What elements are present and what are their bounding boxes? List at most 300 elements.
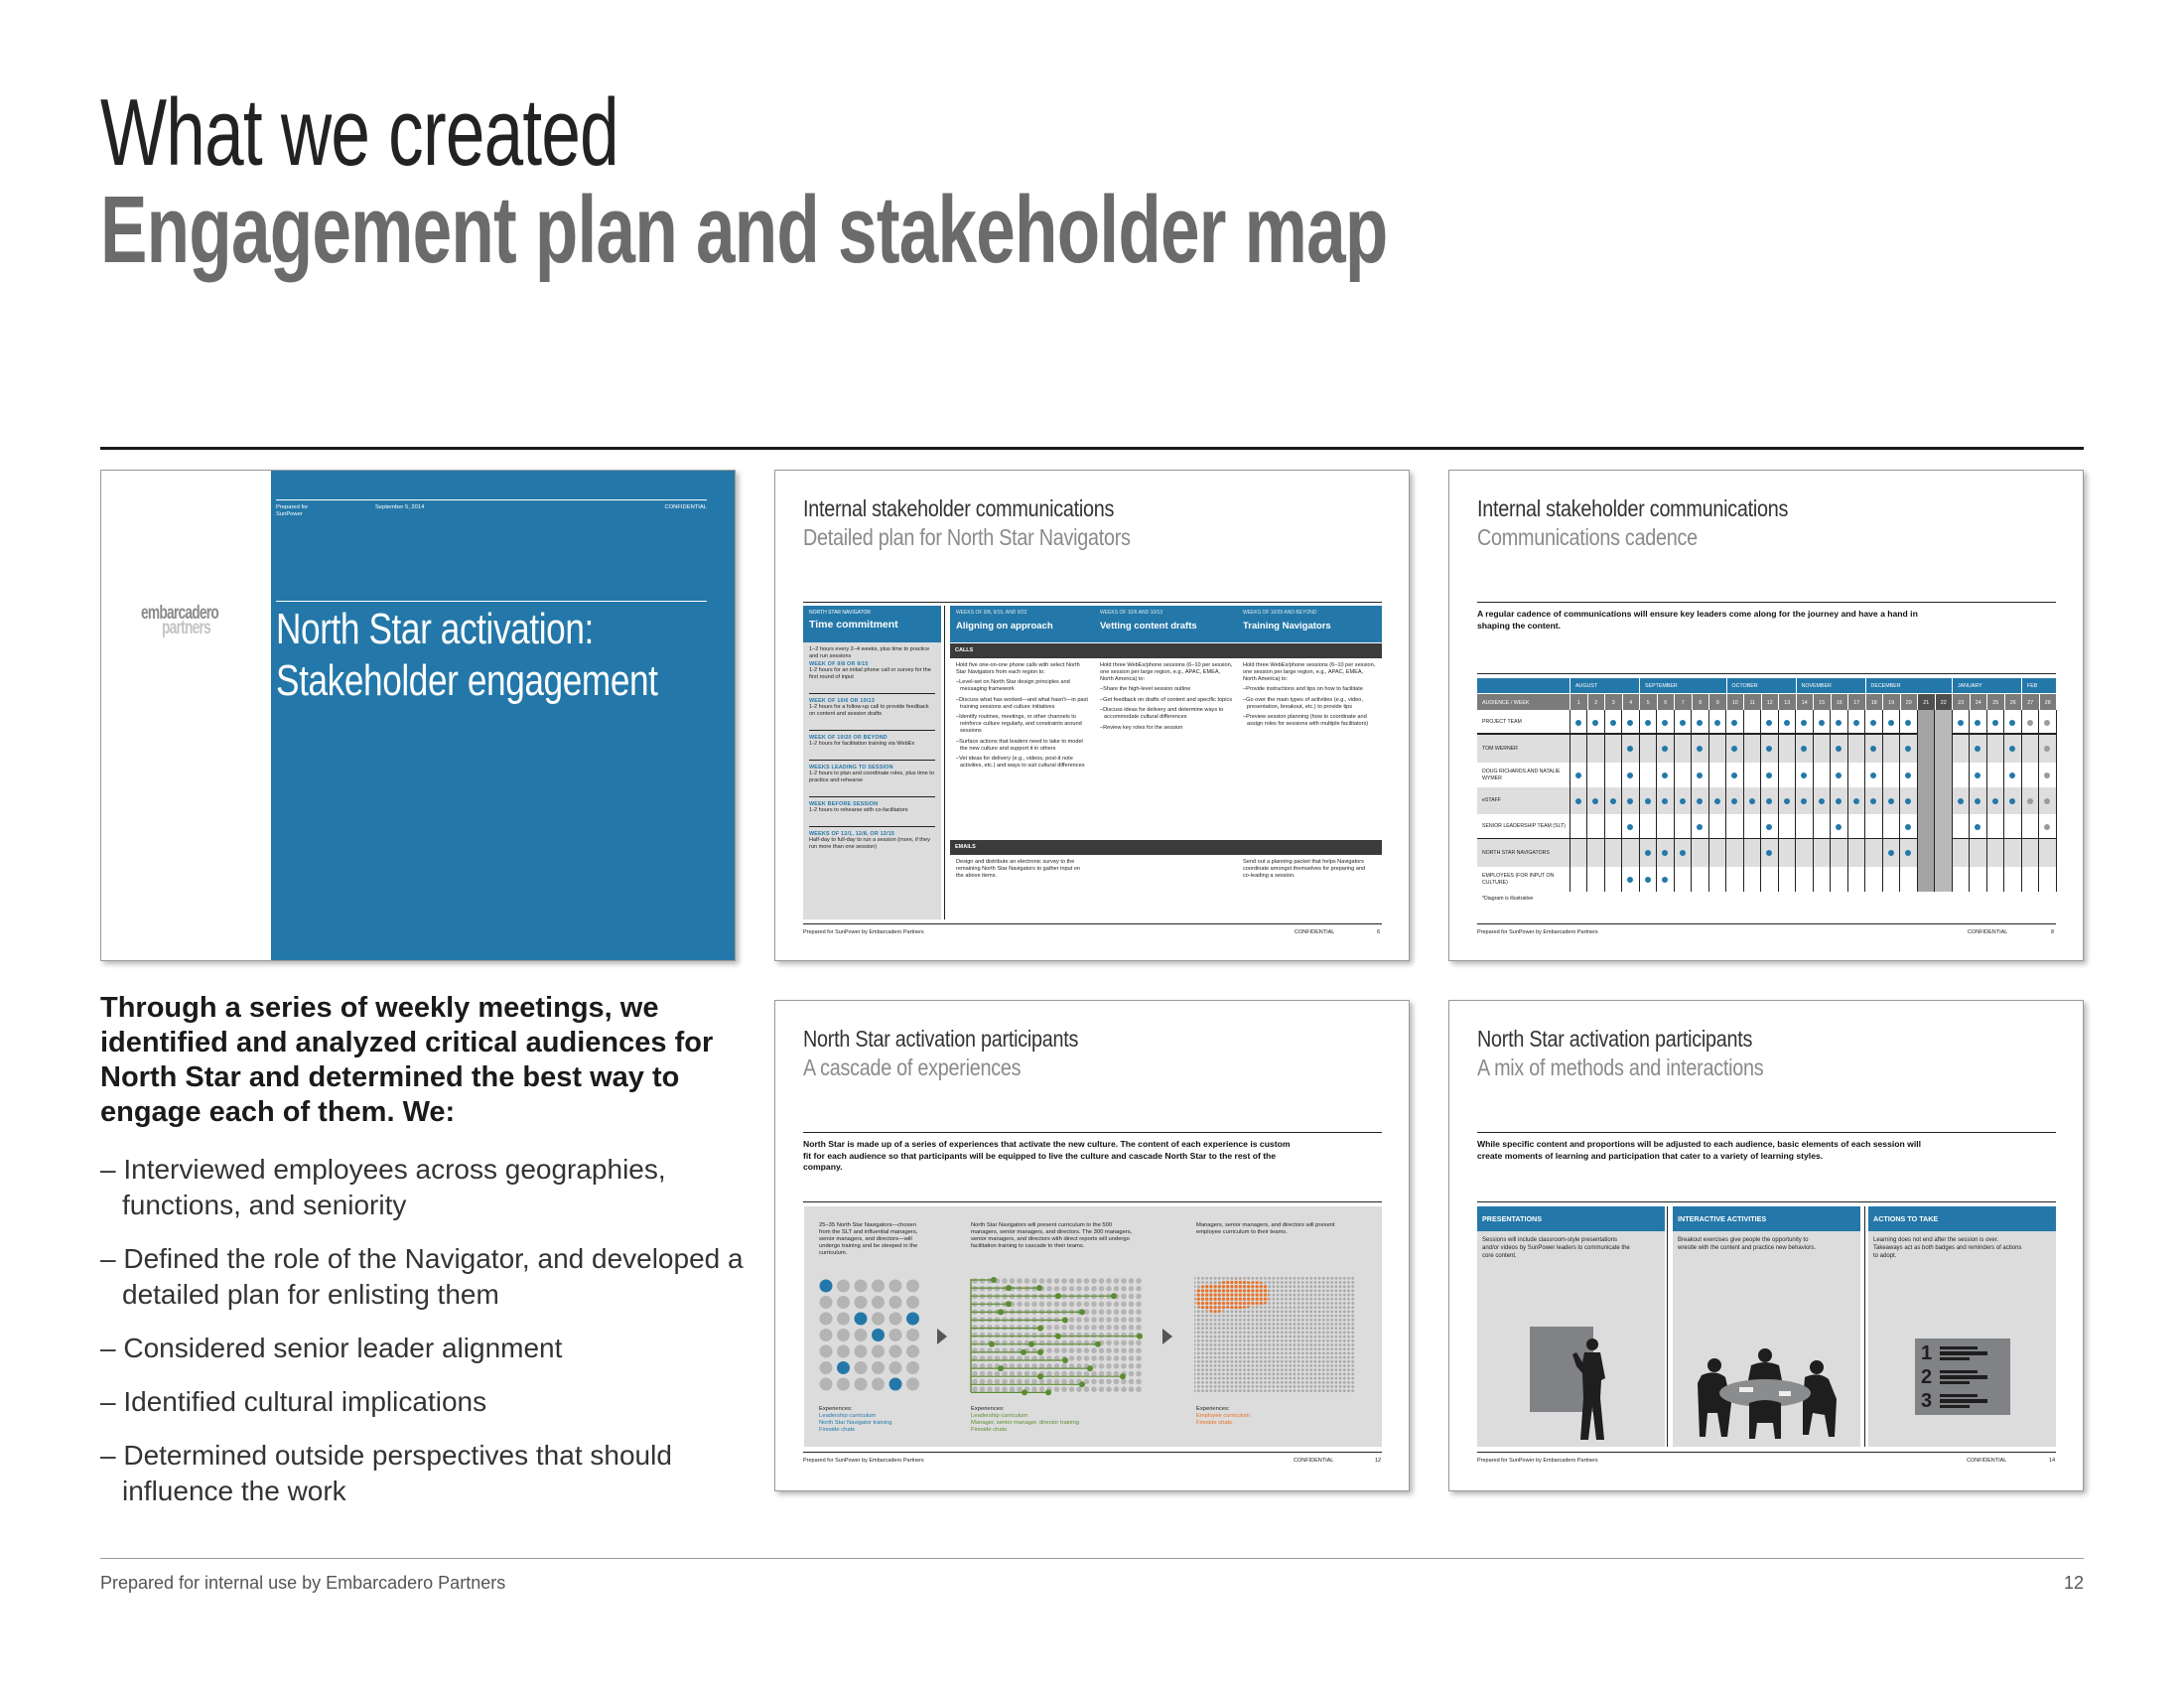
week-gridline [1795,710,1796,892]
thumb-title: North Star activation participants [803,1026,1079,1052]
audience-label: TOM WERNER [1482,745,1518,752]
manager-dot [1114,1355,1120,1361]
manager-dot [1046,1286,1052,1292]
audience-dot [889,1329,902,1341]
communication-dot [1975,720,1980,726]
thumbnail-cascade-of-experiences [774,1000,1410,1491]
manager-dot [1091,1371,1097,1377]
manager-dot [972,1386,978,1392]
manager-dot [1091,1286,1097,1292]
manager-dot [1024,1333,1030,1338]
manager-dot [1084,1386,1090,1392]
page-title-text: What we created [100,79,618,186]
week-gridline [1725,710,1726,892]
manager-dot [1121,1379,1127,1385]
manager-dot [1017,1325,1023,1331]
audience-week-header: AUDIENCE / WEEK [1477,693,1570,710]
manager-dot [1114,1333,1120,1338]
experience-item: Employee curriculum [1196,1413,1251,1419]
manager-dot [1099,1325,1105,1331]
communication-dot [1575,773,1581,778]
calls-intro: Hold three WebEx/phone sessions (6–10 per session, one session per large region, e.g., APAC, EMEA, North America) to: [1243,662,1376,682]
manager-dot [995,1333,1001,1338]
manager-dot [1031,1325,1037,1331]
logo-bottom: partners [162,618,210,638]
cascade-node [1079,1309,1085,1315]
phase-kicker: WEEKS OF 9/8, 9/15, AND 9/22 [956,610,1027,616]
cascade-node [1111,1293,1117,1299]
communication-dot [1905,773,1911,778]
cascade-lead-text: North Star is made up of a series of experiences that activate the new culture. The content of each experience is custom fit for each audience so that participants will be equipped to live the culture and cascade North Star to the rest of the company. [803,1139,1291,1172]
time-block-label: WEEK OF 9/8 OR 9/15 [809,661,869,667]
cascade-node [1062,1357,1068,1363]
cover-title-line1: North Star activation: [276,605,594,653]
manager-dot [1031,1386,1037,1392]
communication-dot [1958,798,1964,804]
manager-dot [1076,1286,1082,1292]
communication-dot [1888,850,1894,856]
communication-dot [1870,798,1876,804]
manager-dot [1106,1371,1112,1377]
manager-dot [1136,1278,1142,1284]
manager-dot [1114,1278,1120,1284]
manager-dot [1031,1333,1037,1338]
cascade-node [1021,1349,1026,1355]
time-block-label: WEEK OF 10/20 OR BEYOND [809,735,887,741]
manager-dot [1121,1317,1127,1323]
week-gridline [1639,710,1640,892]
manager-dot [1091,1379,1097,1385]
manager-dot [1039,1302,1045,1308]
cascade-node [1062,1318,1068,1324]
manager-dot [972,1379,978,1385]
calls-bullet: –Share the high-level session outline [1100,686,1191,692]
list-line [1940,1375,1987,1379]
manager-dot [1099,1302,1105,1308]
communication-dot [1610,720,1616,726]
manager-dot [1076,1325,1082,1331]
thumb-subtitle: Detailed plan for North Star Navigators [803,524,1131,550]
week-gridline [1952,710,1953,892]
month-header: FEB [2021,678,2056,693]
manager-dot [1121,1386,1127,1392]
manager-dot [1010,1325,1016,1331]
communication-dot [1731,773,1737,778]
manager-dot [1039,1333,1045,1338]
communication-dot [1697,824,1703,830]
manager-dot [1061,1347,1067,1353]
time-commitment-kicker: NORTH STAR NAVIGATOR [809,610,872,616]
manager-dot [1002,1386,1008,1392]
month-header-corner [1477,678,1570,693]
list-lines-icon [1940,1370,1987,1385]
communication-dot [1853,798,1859,804]
manager-dot [1114,1363,1120,1369]
manager-dot [1069,1302,1075,1308]
manager-dot [1106,1278,1112,1284]
holiday-column [1935,710,1953,892]
audience-dot [837,1296,850,1309]
list-line [1940,1370,1978,1374]
manager-dot [1069,1325,1075,1331]
week-header: 7 [1674,693,1692,710]
calls-bullet: –Get feedback on drafts of content and specific topics [1100,696,1233,703]
cadence-table [1449,471,2084,961]
week-header: 9 [1708,693,1726,710]
communication-dot [1958,720,1964,726]
audience-dot [889,1313,902,1326]
manager-dot [1069,1347,1075,1353]
calls-bullet: –Preview session planning (how to coordinate and assign roles for sessions with multiple facilitators) [1243,714,1369,727]
arrow-right-icon [1162,1329,1172,1344]
manager-dot [1136,1340,1142,1346]
week-header: 23 [1952,693,1970,710]
method-heading: INTERACTIVE ACTIVITIES [1673,1206,1860,1231]
methods-lead-text: While specific content and proportions will be adjusted to each audience, basic elements of each session will create moments of learning and participation that cater to a variety of learning styles. [1477,1139,1921,1161]
phase-heading: Aligning on approach [956,621,1053,632]
manager-dot [995,1325,1001,1331]
manager-dot [1129,1333,1135,1338]
footer-divider [100,1558,2084,1559]
audience-dot [872,1313,885,1326]
manager-dot [1099,1379,1105,1385]
phase-heading: Vetting content drafts [1100,621,1197,632]
phase-calls [1100,662,1233,735]
manager-dot [1010,1333,1016,1338]
manager-dot [1114,1309,1120,1315]
experience-item: Fireside chats [971,1427,1008,1433]
manager-dot [1024,1379,1030,1385]
numbered-list-row [1921,1342,1987,1364]
audience-dot [889,1361,902,1374]
thumb-rule [1477,1132,2056,1133]
cascade-node [1028,1341,1034,1347]
communication-dot [1749,798,1755,804]
audience-dot [872,1345,885,1358]
phase-kicker: WEEKS OF 10/20 AND BEYOND [1243,610,1317,616]
week-header: 22 [1935,693,1953,710]
manager-dot [972,1278,978,1284]
audience-label: SENIOR LEADERSHIP TEAM (SLT) [1482,823,1566,830]
week-header: 13 [1778,693,1796,710]
list-item: – Defined the role of the Navigator, and developed a detailed plan for enlisting them [100,1243,744,1310]
manager-dot [1136,1355,1142,1361]
communication-dot [1992,798,1998,804]
phase-email: Design and distribute an electronic survey to the remaining North Star Navigators to gather input on the above items. [956,859,1080,879]
manager-dot [1136,1302,1142,1308]
week-gridline [2021,710,2022,892]
column-divider [944,606,945,919]
manager-dot [1084,1347,1090,1353]
audience-dot [820,1345,833,1358]
thumbnail-communications-cadence [1448,470,2084,961]
manager-dot [972,1325,978,1331]
manager-dot [987,1286,993,1292]
manager-dot [1061,1371,1067,1377]
audience-dot [837,1329,850,1341]
week-header: 11 [1743,693,1761,710]
manager-dot [1091,1325,1097,1331]
manager-dot [1121,1278,1127,1284]
numbered-list-icon [1915,1338,2010,1415]
manager-dot [1136,1286,1142,1292]
manager-dot [1061,1379,1067,1385]
manager-dot [1136,1363,1142,1369]
thumb-title: North Star activation participants [1477,1026,1753,1052]
cascade-node [998,1365,1004,1371]
thumb-footer-rule [803,1452,1382,1453]
thumb-subtitle: Communications cadence [1477,524,1698,550]
thumb-subtitle: A cascade of experiences [803,1055,1022,1080]
manager-dot [1061,1325,1067,1331]
manager-dot [1129,1317,1135,1323]
week-gridline [2056,710,2057,892]
week-gridline [1986,710,1987,892]
communication-dot [1662,720,1668,726]
communication-dot [1627,798,1633,804]
communication-dot [1801,798,1807,804]
audience-dot [855,1296,868,1309]
thumbnail-methods-and-interactions [1448,1000,2084,1491]
manager-dot [1076,1333,1082,1338]
list-line [1940,1351,1987,1355]
list-line [1940,1394,1978,1398]
thumb-subtitle: A mix of methods and interactions [1477,1055,1764,1080]
week-header: 3 [1604,693,1622,710]
manager-dot [1024,1302,1030,1308]
manager-dot [972,1286,978,1292]
manager-dot [1106,1302,1112,1308]
stage-description: North Star Navigators will present curriculum to the 500 managers, senior managers, and directors. The 300 managers, senior managers, and directors with direct reports will undergo facilitation training to cascade to their teams. [971,1222,1133,1249]
audience-dot [872,1296,885,1309]
manager-dot [1129,1355,1135,1361]
manager-dot [1106,1363,1112,1369]
communication-dot [2027,798,2033,804]
time-block-text: 1-2 hours for facilitation training via WebEx [809,741,915,747]
manager-dot [1069,1355,1075,1361]
communication-dot [1819,720,1825,726]
manager-dot [1069,1379,1075,1385]
numbered-list-row [1921,1366,1987,1388]
time-block-label: WEEK BEFORE SESSION [809,801,879,807]
communication-dot [1836,824,1842,830]
manager-dot [980,1333,986,1338]
manager-dot [1031,1286,1037,1292]
list-number: 3 [1921,1389,1933,1412]
manager-dot [1084,1286,1090,1292]
manager-dot [1099,1386,1105,1392]
manager-dot [972,1371,978,1377]
communication-dot [1905,798,1911,804]
communication-dot [1905,824,1911,830]
manager-dot [1129,1347,1135,1353]
accomplishments-list [100,1152,755,1527]
manager-dot [1129,1302,1135,1308]
cascade-node [1022,1389,1027,1395]
manager-dot [1076,1302,1082,1308]
time-block-text: Half-day to full-day to run a session (more, if they run more than one session) [809,837,930,850]
cover-rule-top [276,499,707,500]
manager-dot [1084,1333,1090,1338]
manager-dot [1084,1278,1090,1284]
stage-description: 25–35 North Star Navigators—chosen from the SLT and influential managers, senior managers, and directors—will undergo training and be steeped in the curriculum. [819,1222,918,1256]
manager-dot [1017,1278,1023,1284]
cascade-node [1045,1389,1051,1395]
manager-dot [1121,1309,1127,1315]
audience-dot [820,1296,833,1309]
manager-dot [1129,1363,1135,1369]
calls-bullet: –Level-set on North Star design principles and messaging framework [956,679,1070,692]
list-item: – Considered senior leader alignment [100,1333,563,1363]
thumb-rule-2 [1477,1201,2056,1202]
stage-description: Managers, senior managers, and directors will present employee curriculum to their teams. [1196,1222,1335,1235]
audience-dot [872,1378,885,1391]
manager-dot [1091,1302,1097,1308]
list-item: – Interviewed employees across geographies, functions, and seniority [100,1154,666,1220]
week-gridline [1621,710,1622,892]
column-divider [1864,1206,1865,1447]
thumb-footer-rule [1477,923,2056,924]
week-header: 18 [1865,693,1883,710]
audience-dot [855,1280,868,1293]
week-header: 15 [1813,693,1831,710]
manager-dot [1017,1371,1023,1377]
manager-dot [1114,1286,1120,1292]
communication-dot [1766,798,1772,804]
phase-calls [956,662,1089,774]
manager-dot [1054,1371,1060,1377]
calls-bullet: –Surface actions that leaders need to take to model the new culture and support it in others [956,738,1083,752]
thumb-page-number: 14 [2049,1458,2056,1464]
list-item: – Determined outside perspectives that should influence the work [100,1440,672,1506]
calls-intro: Hold three WebEx/phone sessions (6–10 per session, one session per large region, e.g., APAC, EMEA, North America) to: [1100,662,1233,682]
method-description: Breakout exercises give people the opportunity to wrestle with the content and practice new behaviors. [1678,1237,1817,1251]
communication-dot [1766,824,1772,830]
communication-dot [1766,720,1772,726]
week-header: 6 [1657,693,1675,710]
manager-dot [1106,1325,1112,1331]
communication-dot [1766,773,1772,778]
calls-bullet: –Go over the main types of activities (e.g., video, presentation, breakout, etc.) to provide tips [1243,696,1363,710]
time-commitment-blocks [803,660,941,856]
week-gridline [1743,710,1744,892]
manager-dot [1099,1355,1105,1361]
audience-dot [820,1361,833,1374]
manager-dot [1136,1347,1142,1353]
manager-dot [1031,1371,1037,1377]
week-gridline [1604,710,1605,892]
manager-dot [1069,1386,1075,1392]
list-item: – Identified cultural implications [100,1386,487,1417]
thumb-page-number: 12 [1375,1458,1382,1464]
communication-dot [1575,798,1581,804]
cover-title-line2: Stakeholder engagement [276,656,658,705]
month-header: JANUARY [1952,678,2021,693]
week-gridline [1708,710,1709,892]
experiences-label: Experiences: [971,1406,1005,1412]
cascade-node [1055,1293,1061,1299]
experience-item: Fireside chats [819,1427,856,1433]
embarcadero-logo [141,603,248,638]
time-block [809,826,935,856]
experiences-label: Experiences: [1196,1406,1230,1412]
manager-dot [1024,1286,1030,1292]
manager-dot [1076,1371,1082,1377]
audience-dot [906,1329,919,1341]
manager-dot [987,1386,993,1392]
manager-dot [1136,1309,1142,1315]
manager-dot [1076,1347,1082,1353]
navigator-dot [820,1280,833,1293]
manager-dot [1099,1363,1105,1369]
week-gridline [2003,710,2004,892]
cover-date: September 5, 2014 [375,504,425,510]
audience-dot [872,1361,885,1374]
manager-dot [1114,1347,1120,1353]
navigator-dot [906,1313,919,1326]
manager-dot [1121,1347,1127,1353]
manager-dot [1099,1333,1105,1338]
manager-dot [980,1371,986,1377]
communication-dot [1575,720,1581,726]
communication-dot [1888,720,1894,726]
manager-dot [1091,1347,1097,1353]
experience-item: Fireside chats [1196,1420,1233,1426]
manager-dot [1031,1302,1037,1308]
manager-dot [1054,1379,1060,1385]
week-header: 5 [1639,693,1657,710]
stage-experiences [819,1406,891,1434]
cascade-node [991,1277,997,1283]
time-block-text: 1-2 hours to rehearse with co-facilitators [809,807,908,813]
time-commitment-heading: Time commitment [809,619,898,631]
thumb-footer-text: Prepared for SunPower by Embarcadero Partners [1477,929,1598,935]
list-line [1940,1405,1970,1409]
list-lines-icon [1940,1346,1987,1361]
time-block [809,660,935,686]
time-block-label: WEEKS OF 12/1, 12/8, OR 12/15 [809,831,895,837]
manager-dot [1017,1286,1023,1292]
logo-top: embarcadero [141,603,219,624]
communication-dot [1627,720,1633,726]
communication-dot [2044,798,2050,804]
month-header: SEPTEMBER [1639,678,1726,693]
manager-dot [1024,1325,1030,1331]
manager-dot [1039,1278,1045,1284]
calls-bullet: –Provide instructions and tips on how to facilitate [1243,686,1363,692]
communication-dot [2009,773,2015,778]
audience-dot [837,1280,850,1293]
manager-dot [1010,1379,1016,1385]
thumb-footer-confidential: CONFIDENTIAL [1295,929,1335,935]
time-commitment-column [803,606,941,919]
manager-dot [1069,1371,1075,1377]
manager-dot [1129,1340,1135,1346]
communication-dot [1645,798,1651,804]
thumb-footer-confidential: CONFIDENTIAL [1968,929,2008,935]
communication-dot [1592,798,1598,804]
week-header: 17 [1847,693,1865,710]
column-divider [1667,1206,1668,1447]
page-subtitle [100,177,1840,283]
manager-dot [995,1379,1001,1385]
list-number: 2 [1921,1365,1933,1388]
communication-dot [1627,824,1633,830]
manager-dot [972,1333,978,1338]
cover-title [276,604,658,707]
communication-dot [1714,798,1720,804]
communication-dot [1870,773,1876,778]
